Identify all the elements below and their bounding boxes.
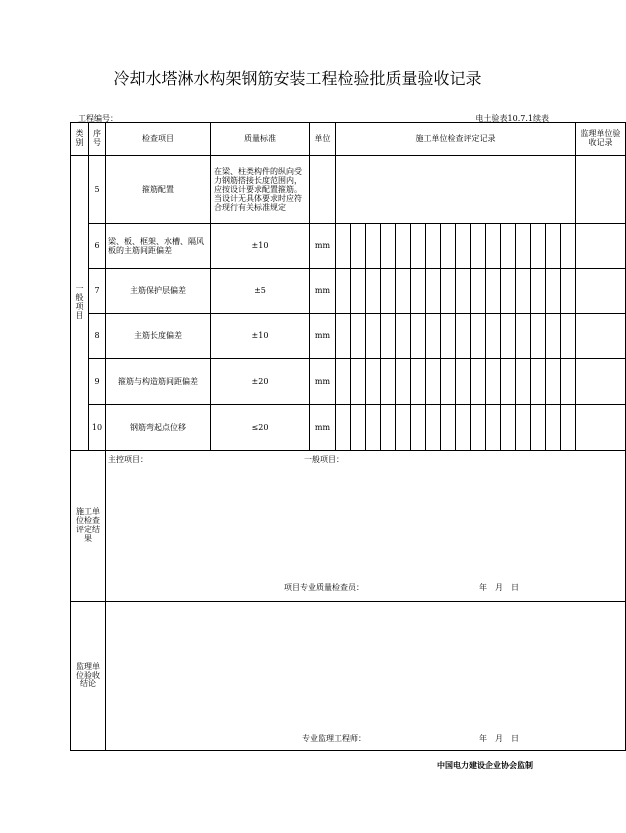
- row-seq: 10: [89, 405, 106, 451]
- record-cell: [561, 359, 576, 405]
- table-row: [71, 269, 626, 314]
- record-cell: [531, 314, 546, 359]
- record-cell: [441, 359, 456, 405]
- record-cell: [441, 269, 456, 314]
- record-cell: [516, 314, 531, 359]
- header-category: 类别: [71, 123, 89, 156]
- record-cell: [456, 359, 471, 405]
- record-cell: [441, 314, 456, 359]
- record-cell: [516, 224, 531, 269]
- row-supervisor-cell: [576, 156, 626, 224]
- construction-result-label-cell: [71, 451, 106, 602]
- record-cell: [366, 314, 381, 359]
- record-cell: [426, 405, 441, 451]
- construction-result-row: [71, 451, 626, 602]
- header-row: [71, 123, 626, 156]
- row-standard: ±5: [211, 269, 310, 314]
- record-cell: [561, 224, 576, 269]
- record-cell: [501, 224, 516, 269]
- record-cell: [366, 269, 381, 314]
- record-cell: [501, 314, 516, 359]
- supervision-engineer-label: 专业监理工程师：: [302, 734, 366, 743]
- row-standard: 在梁、柱类构件的纵向受力钢筋搭接长度范围内，应按设计要求配置箍筋。当设计无具体要求时应符合现行有关标准规定: [211, 156, 310, 224]
- record-cell: [531, 269, 546, 314]
- record-cell: [366, 359, 381, 405]
- record-cell: [516, 405, 531, 451]
- record-cell: [396, 405, 411, 451]
- record-cell: [456, 269, 471, 314]
- table-row: [71, 359, 626, 405]
- row-unit: mm: [310, 269, 336, 314]
- row-item: 梁、板、框架、水槽、隔风板的主筋间距偏差: [106, 224, 211, 269]
- record-cell: [561, 405, 576, 451]
- record-cell: [411, 314, 426, 359]
- record-cell: [336, 405, 351, 451]
- row-seq: 5: [89, 156, 106, 224]
- record-cell: [366, 405, 381, 451]
- supervision-result-row: [71, 602, 626, 751]
- record-cell: [531, 359, 546, 405]
- project-no-label: 工程编号：: [78, 114, 118, 123]
- record-cell: [426, 224, 441, 269]
- supervision-result-cell: [106, 602, 626, 751]
- record-cell: [471, 269, 486, 314]
- record-cell: [381, 359, 396, 405]
- inspection-table: [70, 122, 626, 751]
- record-cell: [351, 314, 366, 359]
- row-unit: mm: [310, 224, 336, 269]
- row-unit: mm: [310, 405, 336, 451]
- row-seq: 6: [89, 224, 106, 269]
- form-title: 冷却水塔淋水构架钢筋安装工程检验批质量验收记录: [113, 69, 482, 88]
- record-cell: [441, 405, 456, 451]
- record-cell: [426, 269, 441, 314]
- record-cell: [501, 359, 516, 405]
- record-cell: [486, 405, 501, 451]
- row-supervisor-cell: [576, 314, 626, 359]
- record-cell: [441, 224, 456, 269]
- construction-date-label: 年 月 日: [479, 583, 519, 592]
- row-standard: ±20: [211, 359, 310, 405]
- row-unit: mm: [310, 314, 336, 359]
- row-supervisor-cell: [576, 405, 626, 451]
- row-seq: 9: [89, 359, 106, 405]
- row-unit: mm: [310, 359, 336, 405]
- record-cell: [381, 314, 396, 359]
- record-cell: [501, 405, 516, 451]
- record-cell: [561, 269, 576, 314]
- record-cell: [561, 314, 576, 359]
- record-cell: [501, 269, 516, 314]
- record-cell: [516, 269, 531, 314]
- row-item: 钢筋弯起点位移: [106, 405, 211, 451]
- record-cell: [336, 359, 351, 405]
- table-row: [71, 156, 626, 224]
- record-cell: [336, 224, 351, 269]
- row-supervisor-cell: [576, 224, 626, 269]
- record-cell: [456, 224, 471, 269]
- record-cell: [456, 314, 471, 359]
- record-cell: [471, 314, 486, 359]
- row-standard: ≤20: [211, 405, 310, 451]
- table-row: [71, 314, 626, 359]
- record-cell: [381, 269, 396, 314]
- row-item: 主筋长度偏差: [106, 314, 211, 359]
- record-cell: [351, 405, 366, 451]
- record-cell: [486, 314, 501, 359]
- record-cell: [411, 359, 426, 405]
- record-cell: [546, 405, 561, 451]
- row-standard: ±10: [211, 224, 310, 269]
- header-item: 检查项目: [106, 123, 211, 156]
- record-cell: [396, 314, 411, 359]
- header-standard: 质量标准: [211, 123, 310, 156]
- row-supervisor-cell: [576, 269, 626, 314]
- main-items-label: 主控项目：: [108, 455, 148, 464]
- record-cell: [546, 359, 561, 405]
- row-item: 箍筋与构造筋间距偏差: [106, 359, 211, 405]
- header-seq: 序号: [89, 123, 106, 156]
- record-cell: [516, 359, 531, 405]
- supervision-result-label-cell: [71, 602, 106, 751]
- general-items-label: 一般项目：: [304, 455, 344, 464]
- record-cell: [351, 224, 366, 269]
- general-category-cell: [71, 156, 89, 451]
- record-cell: [411, 269, 426, 314]
- record-cell: [366, 224, 381, 269]
- table-row: [71, 224, 626, 269]
- row-item: 箍筋配置: [106, 156, 211, 224]
- record-cell: [531, 224, 546, 269]
- quality-inspector-label: 项目专业质量检查员：: [284, 583, 364, 592]
- record-cell: [396, 269, 411, 314]
- record-cell: [546, 269, 561, 314]
- record-cell: [351, 359, 366, 405]
- supervision-result-label: 监理单位验收结论: [76, 661, 100, 689]
- record-cell: [471, 405, 486, 451]
- record-cell: [546, 224, 561, 269]
- header-record: 施工单位检查评定记录: [336, 123, 576, 156]
- record-cell: [471, 359, 486, 405]
- record-cell: [411, 405, 426, 451]
- construction-result-cell: [106, 451, 626, 602]
- record-cell: [351, 269, 366, 314]
- record-cell: [426, 314, 441, 359]
- record-cell: [336, 269, 351, 314]
- record-cell: [396, 359, 411, 405]
- general-category-label: 一般项目: [75, 284, 84, 320]
- row-unit: [310, 156, 336, 224]
- header-unit: 单位: [310, 123, 336, 156]
- row-seq: 8: [89, 314, 106, 359]
- record-cell: [381, 405, 396, 451]
- record-cell: [471, 224, 486, 269]
- header-supervisor: 监理单位验收记录: [576, 123, 626, 156]
- row-record-cell: [336, 156, 576, 224]
- table-row: [71, 405, 626, 451]
- record-cell: [381, 224, 396, 269]
- record-cell: [531, 405, 546, 451]
- row-seq: 7: [89, 269, 106, 314]
- footer-issuer: 中国电力建设企业协会监制: [437, 761, 533, 770]
- row-standard: ±10: [211, 314, 310, 359]
- record-cell: [486, 224, 501, 269]
- row-supervisor-cell: [576, 359, 626, 405]
- record-cell: [456, 405, 471, 451]
- record-cell: [411, 224, 426, 269]
- record-cell: [486, 359, 501, 405]
- record-cell: [486, 269, 501, 314]
- construction-result-label: 施工单位检查评定结果: [76, 507, 100, 543]
- row-item: 主筋保护层偏差: [106, 269, 211, 314]
- record-cell: [546, 314, 561, 359]
- supervision-date-label: 年 月 日: [479, 734, 519, 743]
- record-cell: [396, 224, 411, 269]
- form-number: 电土验表10.7.1续表: [475, 114, 549, 123]
- record-cell: [336, 314, 351, 359]
- record-cell: [426, 359, 441, 405]
